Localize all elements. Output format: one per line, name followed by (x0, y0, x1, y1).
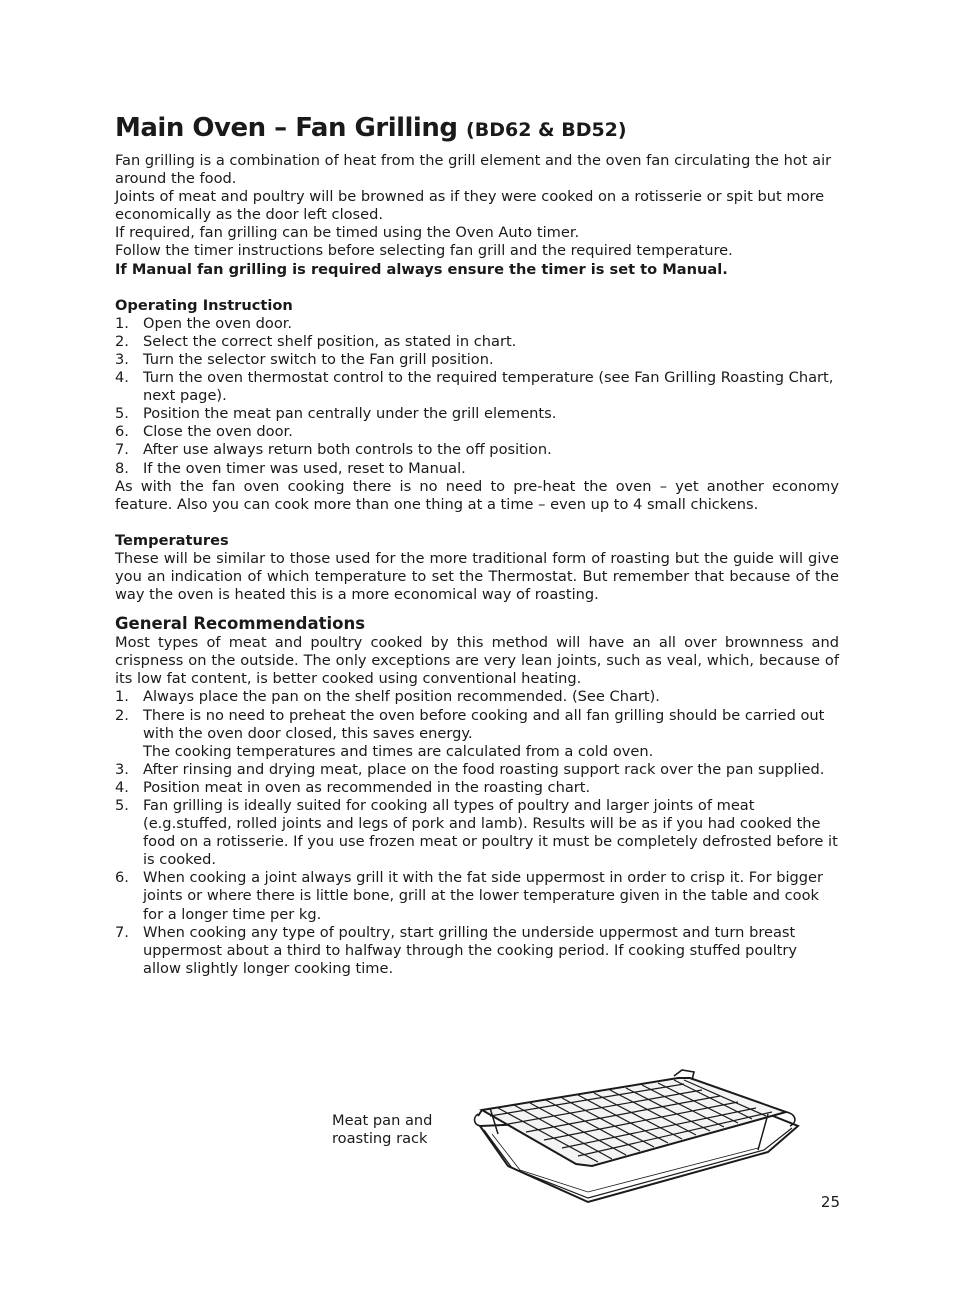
figure-caption: Meat pan and roasting rack (332, 1112, 433, 1148)
list-item: 5. Position the meat pan centrally under the grill elements. (115, 405, 557, 423)
list-item: 3. Turn the selector switch to the Fan grill position. (115, 350, 494, 368)
general-heading: General Recommendations (115, 614, 366, 634)
intro-paragraph: Follow the timer instructions before selecting fan grill and the required temperature. (115, 242, 733, 260)
operating-section (115, 297, 839, 514)
intro-warning: If Manual fan grilling is required always ensure the timer is set to Manual. (115, 260, 728, 278)
list-item: 2. Select the correct shelf position, as stated in chart. (115, 332, 517, 350)
temperatures-text: These will be similar to those used for the more traditional form of roasting but the guide will give you an indication of which temperature to set the Thermostat. But remember that because of the way the oven is heated this is a more economical way of roasting. (115, 549, 839, 604)
intro-paragraph: Fan grilling is a combination of heat from the grill element and the oven fan circulating the hot air around the food. (115, 152, 832, 188)
temperatures-heading: Temperatures (115, 531, 229, 549)
list-item: 7. When cooking any type of poultry, start grilling the underside uppermost and turn breast uppermost about a third to halfway through the cooking period. If cooking stuffed poultry allow slightly longer cooking time. (115, 923, 798, 977)
page-title (115, 110, 839, 148)
operating-note: As with the fan oven cooking there is no need to pre-heat the oven – yet another economy feature. Also you can cook more than one thing at a time – even up to 4 small chickens. (115, 477, 839, 513)
list-item: 2. There is no need to preheat the oven before cooking and all fan grilling should be carried out with the oven door closed, this saves energy. The cooking temperatures and times are calculated from a cold oven. (115, 706, 825, 760)
list-item: 6. Close the oven door. (115, 423, 293, 441)
page-number: 25 (820, 1193, 840, 1211)
list-item: 4. Turn the oven thermostat control to the required temperature (see Fan Grilling Roasting Chart, next page). (115, 369, 834, 405)
list-item: 8. If the oven timer was used, reset to Manual. (115, 459, 466, 477)
page-content (115, 110, 839, 978)
list-item: 4. Position meat in oven as recommended in the roasting chart. (115, 778, 591, 796)
intro-section (115, 152, 839, 279)
operating-steps (115, 315, 839, 478)
title-models: (BD62 & BD52) (466, 119, 627, 141)
intro-paragraph: If required, fan grilling can be timed using the Oven Auto timer. (115, 224, 580, 242)
meat-pan-rack-illustration (468, 1064, 808, 1206)
list-item: 6. When cooking a joint always grill it with the fat side uppermost in order to crisp it. For bigger joints or where there is little bone, grill at the lower temperature given in the table and cook for a longer time per kg. (115, 869, 824, 923)
title-main: Main Oven – Fan Grilling (115, 113, 458, 143)
list-item: 1. Always place the pan on the shelf position recommended. (See Chart). (115, 688, 660, 706)
general-items (115, 688, 839, 978)
intro-paragraph: Joints of meat and poultry will be browned as if they were cooked on a rotisserie or spit but more economically as the door left closed. (115, 188, 825, 224)
list-item: 1. Open the oven door. (115, 314, 293, 332)
list-item: 7. After use always return both controls to the off position. (115, 441, 552, 459)
general-intro: Most types of meat and poultry cooked by this method will have an all over brownness and crispness on the outside. The only exceptions are very lean joints, such as veal, which, because of its low fat content, is better cooked using conventional heating. (115, 634, 839, 688)
operating-heading: Operating Instruction (115, 296, 293, 314)
list-item: 3. After rinsing and drying meat, place on the food roasting support rack over the pan supplied. (115, 760, 825, 778)
temperatures-section (115, 532, 839, 604)
meat-pan-rack-icon (468, 1064, 808, 1206)
list-item: 5. Fan grilling is ideally suited for cooking all types of poultry and larger joints of meat (e.g.stuffed, rolled joints and legs of pork and lamb). Results will be as if you had cooked the food on a rotisserie. If you use frozen meat or poultry it must be completely defrosted before it is cooked. (115, 797, 838, 869)
general-section (115, 614, 839, 978)
